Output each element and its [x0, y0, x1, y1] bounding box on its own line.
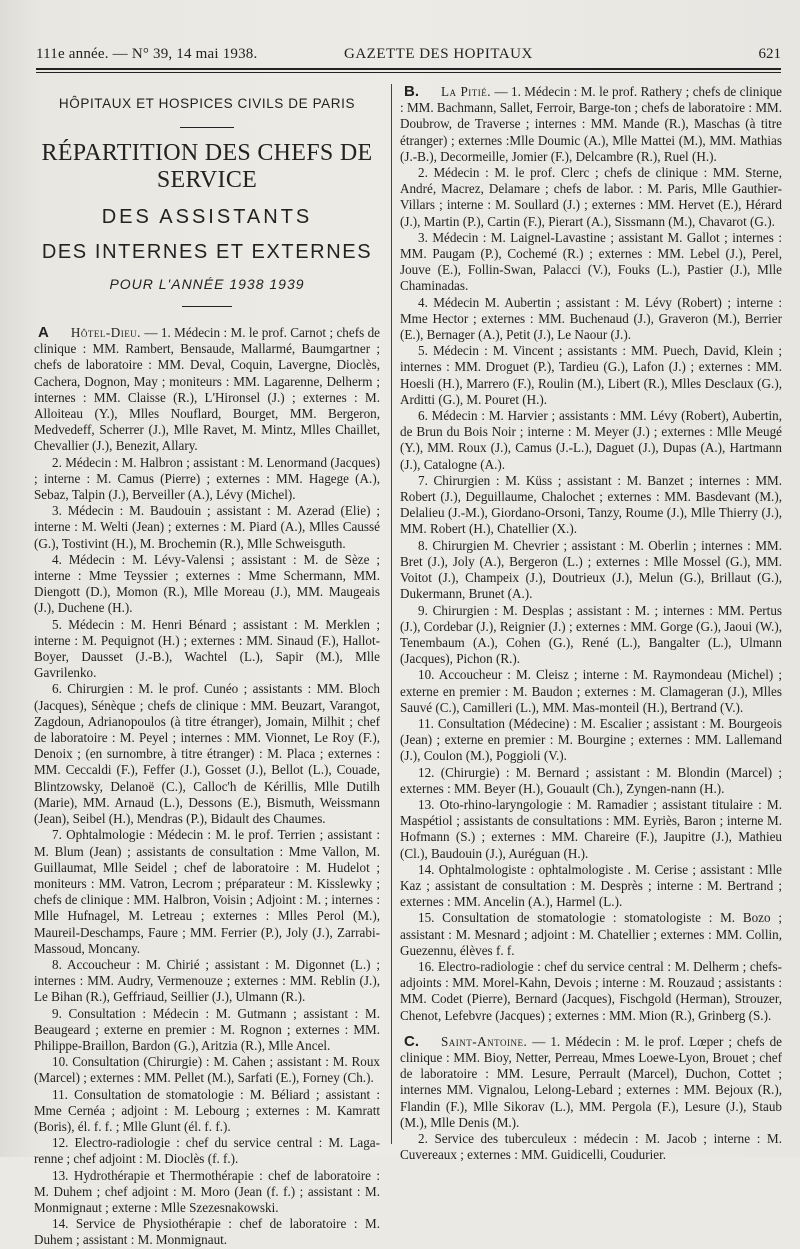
service-entry: 2. Médecin : M. Halbron ; assistant : M. Lenormand (Jacques) ; interne : M. Camus (Pierre) ; externes : MM. Hagege (A.), Sebaz, Talpin (J.), Berveiller (A.), Lévy (Michel).: [34, 454, 380, 503]
service-entry: 11. Consultation de stomatologie : M. Béliard ; assistant : Mme Cernéa ; adjoint : M. Lebourg ; externes : M. Kamratt (Boris), él. f. f. ; Mlle Glunt (él. f. f.).: [34, 1086, 380, 1134]
service-entry: 15. Consultation de stomatologie : stomatologiste : M. Bozo ; assistant : M. Mesnard ; adjoint : M. Chatellier ; externes : MM. Collin, Guezennu, élèves f. f.: [400, 910, 782, 958]
article-subtitle-2: DES INTERNES ET EXTERNES: [41, 241, 373, 263]
article-subtitle-1: DES ASSISTANTS: [101, 206, 313, 228]
service-entry: 3. Médecin : M. Baudouin ; assistant : M. Azerad (Elie) ; interne : M. Welti (Jean) ; externes : M. Piard (A.), Mlles Caussé (G.), Tostivint (H.), M. Brochemin (R.), Mlle Schweisguth.: [34, 503, 380, 551]
section-name: La Pitié.: [441, 84, 492, 99]
service-entry: 12. Electro-radiologie : chef du service central : M. Laga-renne ; chef adjoint : M. Dioclès (f. f.).: [34, 1135, 380, 1167]
service-entry: 5. Médecin : M. Henri Bénard ; assistant : M. Merklen ; interne : M. Pequignot (H.) ; externes : MM. Sinaud (F.), Hallot-Boyer, Dausset (J.-B.), Wachtel (L.), Sapir (M.), Mlle Gavrilenko.: [34, 616, 380, 681]
service-entry: 13. Hydrothérapie et Thermothérapie : chef de laboratoire : M. Duhem ; chef adjoint : M. Moro (Jean (f. f.) ; assistant : M. Monmignaut ; externe : Mlle Szezesnakowski.: [34, 1167, 380, 1215]
service-entry: 4. Médecin M. Aubertin ; assistant : M. Lévy (Robert) ; interne : Mme Hector ; externes : MM. Buchenaud (J.), Graveron (M.), Berrier (E.), Bernager (A.), Petit (J.), Le Naour (J.).: [400, 294, 782, 343]
page-header: [36, 40, 781, 68]
service-entry: 10. Consultation (Chirurgie) : M. Cahen ; assistant : M. Roux (Marcel) ; externes : MM. Pellet (M.), Sarfati (E.), Forney (Ch.).: [34, 1054, 380, 1086]
service-entry: 14. Ophtalmologiste : ophtalmologiste . M. Cerise ; assistant : Mlle Kaz ; assistant de consultation : M. Desprès ; interne : M. Bertrand ; externes : MM. Ancelin (A.), Harmel (L.).: [400, 861, 782, 910]
header-rule-thin: [36, 72, 781, 73]
right-column: [400, 83, 782, 1163]
service-entry: 12. (Chirurgie) : M. Bernard ; assistant : M. Blondin (Marcel) ; externes : MM. Beyer (H.), Gouault (Ch.), Zyngen-nann (H.).: [400, 764, 782, 796]
service-entry: 4. Médecin : M. Lévy-Valensi ; assistant : M. de Sèze ; interne : Mme Teyssier ; externes : Mme Schermann, MM. Diengott (D.), Momon (R.), Mlle Moreau (J.), MM. Maugeais (J.), Duchene (H.).: [34, 551, 380, 616]
page-number: 621: [758, 46, 781, 62]
article-title-block: [34, 96, 380, 307]
service-entry: 9. Chirurgien : M. Desplas ; assistant : M. ; internes : MM. Pertus (J.), Cordebar (J.), Reignier (J.) ; externes : MM. Gorge (G.), Jaoui (W.), Tenembaum (A.), Cohen (G.), René (L.), Bangalter (L.), Ulmann (Jacques), Pichon (R.).: [400, 602, 782, 667]
title-divider-bottom: [182, 306, 232, 307]
service-entry: 11. Consultation (Médecine) : M. Escalier ; assistant : M. Bourgeois (Jean) ; externe en premier : M. Bourgine ; externes : MM. Lallemand (J.), Coulon (M.), Poggioli (V.).: [400, 715, 782, 764]
section-letter: C.: [404, 1032, 419, 1050]
service-entry: 3. Médecin : M. Laignel-Lavastine ; assistant M. Gallot ; internes : MM. Paugam (P.), Cochemé (R.) ; externes : MM. Lebel (J.), Perel, Jouve (E.), Follin-Swan, Palacci (V.), Fouks (L.), Pastier (J.), Mlle Chaminadas.: [400, 229, 782, 294]
service-entry: 10. Accoucheur : M. Cleisz ; interne : M. Raymondeau (Michel) ; externe en premier : M. Baudon ; externes : M. Clamageran (J.), Mlles Sauvé (C.), Camilleri (L.), MM. Mas-monteil (H.), Bertrand (V.).: [400, 667, 782, 715]
section-letter: B.: [404, 83, 419, 100]
section-spacer: [400, 1024, 782, 1034]
title-divider: [180, 127, 234, 128]
service-entry: 5. Médecin : M. Vincent ; assistants : MM. Puech, David, Klein ; internes : MM. Droguet (P.), Tardieu (G.), Lafon (J.) ; externes : MM. Hoesli (H.), Marrero (F.), Roulin (M.), Libert (R.), Mlles Desclaux (G.), Arditti (G.), M. Pouret (H.).: [400, 343, 782, 407]
article-year: POUR L'ANNÉE 1938 1939: [109, 276, 305, 292]
header-rule-thick: [36, 68, 781, 70]
section-intro: — 1. Médecin : M. le prof. Rathery ; chefs de clinique : MM. Bachmann, Sallet, Ferroir, Barge-ton ; chefs de laboratoire : MM. Doubrow, de Traverse ; internes : MM. Mande (R.), Maschas (à titre étranger) ; externes :Mlle Doumic (A.), Mlle Mattei (M.), MM. Mathias (J.-B.), Decormeille, Jomier (F.), Delcambre (R.), Ruel (H.).: [400, 84, 782, 164]
service-entry: 2. Service des tuberculeux : médecin : M. Jacob ; interne : M. Cuvereaux ; externes : MM. Guidicelli, Coudurier.: [400, 1131, 782, 1163]
section-heading-B: [400, 84, 782, 165]
service-entry: 7. Ophtalmologie : Médecin : M. le prof. Terrien ; assistant : M. Blum (Jean) ; assistants de consultation : Mme Vallon, M. Guillaumat, Mlle Seidel ; chef de laboratoire : M. Hudelot ; moniteurs : MM. Vatron, Lecrom ; préparateur : M. Kisslewky ; chefs de clinique : MM. Halbron, Voisin ; Adjoint : M. ; internes : Mlle Hufnagel, M. Letreau ; externes : Mlles Perol (M.), Maureil-Deschamps, Faure ; MM. Ferrier (P.), Joly (J.), Zarrabi-Massoud, Moncany.: [34, 827, 380, 956]
service-entry: 13. Oto-rhino-laryngologie : M. Ramadier ; assistant titulaire : M. Maspétiol ; assistants de consultations : MM. Eyriès, Baron ; interne M. Hofmann (S.) ; externes : MM. Chareire (F.), Jaupitre (J.), Mathieu (Cl.), Baudouin (J.), Auréguan (H.).: [400, 796, 782, 861]
section-heading-C: [400, 1034, 782, 1131]
service-entry: 6. Médecin : M. Harvier ; assistants : MM. Lévy (Robert), Aubertin, de Brun du Bois Noir ; interne : M. Meyer (J.) ; externes : Mlle Meugé (Y.), MM. Roux (J.), Camus (J.-L.), Daguet (J.), Dupas (A.), Hartmann (J.), Catalogne (A.).: [400, 408, 782, 472]
service-entry: 8. Accoucheur : M. Chirié ; assistant : M. Digonnet (L.) ; internes : MM. Audry, Vermenouze ; externes : MM. Reblin (J.), Le Bihan (R.), Geffriaud, Seillier (J.), Ulmann (R.).: [34, 956, 380, 1005]
section-heading-A: [34, 325, 380, 455]
section-intro: — 1. Médecin : M. le prof. Lœper ; chefs de clinique : MM. Bioy, Netter, Perreau, Mmes Loewe-Lyon, Brouet ; chef de laboratoire : MM. Lesure, Perrault (Marcel), Duchon, Cottet ; internes MM. Vignalou, Lelong-Lebard ; externes : MM. Bejoux (R.), Flandin (F.), Mlle Sikorav (L.), MM. Pergola (F.), Lesure (J.), Staub (M.), Mlle Denis (M.).: [400, 1033, 782, 1130]
section-letter: A: [38, 324, 49, 341]
section-name: Hôtel-Dieu.: [70, 325, 141, 340]
section-intro: — 1. Médecin : M. le prof. Carnot ; chefs de clinique : MM. Rambert, Bensaude, Mallarmé, Baumgartner ; chefs de laboratoire : MM. Deval, Coquin, Lavergne, Dioclès, Cachera, Dognon, May ; moniteurs : MM. Lagarenne, Delherm ; internes : MM. Claisse (R.), L'Hironsel (J.) ; externes : M. Alloiteau (Y.), Mlles Nouflard, Bourget, MM. Bergeron, Medvedeff, Scherrer (J.), Mlle Ravet, M. Mintz, Mlles Chaillet, Chevallier (J.), Benezit, Allary.: [34, 325, 380, 454]
organization-heading: HÔPITAUX ET HOSPICES CIVILS DE PARIS: [58, 96, 356, 111]
service-entry: 16. Electro-radiologie : chef du service central : M. Delherm ; chefs-adjoints : MM. Morel-Kahn, Devois ; interne : M. Rouzaud ; assistants : MM. Codet (Pierre), Bernard (Jacques), Fischgold (Herman), Strouzer, Chenot, Lefebvre (Jacques) ; externes : MM. Mion (R.), Grinberg (S.).: [400, 958, 782, 1023]
issue-info: 111e année. — N° 39, 14 mai 1938.: [36, 46, 258, 62]
left-column: [34, 84, 380, 1248]
service-entry: 6. Chirurgien : M. le prof. Cunéo ; assistants : MM. Bloch (Jacques), Sénèque ; chefs de clinique : MM. Beuzart, Varangot, Zagdoun, Adrianopoulos (à titre étranger), Jomain, Milhit ; chef de laboratoire : M. Peyel ; internes : MM. Vionnet, Le Roy (F.), Denoix ; (en surnombre, à titre étranger) : M. Placa ; externes : MM. Ceccaldi (F.), Feffer (J.), Gosset (J.), Bellot (L.), Couade, Blintzowsky, Delanoë (C.), Calloc'h de Kérillis, Mlle Dutilh (Marie), MM. Arnaud (L.), Dessons (E.), Bismuth, Weissmann (Jean), Seibel (H.), Mendras (P.), Bidault des Chaumes.: [34, 681, 380, 827]
service-entry: 7. Chirurgien : M. Küss ; assistant : M. Banzet ; internes : MM. Robert (J.), Deguillaume, Chalochet ; externes : MM. Basdevant (M.), Delalieu (J.-M.), Giordano-Orsoni, Tanzy, Roume (J.), Mlle Thierry (J.), MM. Robert (H.), Chatellier (X.).: [400, 472, 782, 537]
service-entry: 9. Consultation : Médecin : M. Gutmann ; assistant : M. Beaugeard ; externe en premier : M. Rognon ; externes : MM. Philippe-Braillon, Bardon (G.), Aritzia (R.), Mlle Ancel.: [34, 1005, 380, 1053]
journal-title: GAZETTE DES HOPITAUX: [344, 46, 533, 62]
service-entry: 14. Service de Physiothérapie : chef de laboratoire : M. Duhem ; assistant : M. Monmignaut.: [34, 1216, 380, 1248]
section-name: Saint-Antoine.: [441, 1033, 528, 1049]
service-entry: 2. Médecin : M. le prof. Clerc ; chefs de clinique : MM. Sterne, André, Macrez, Delamare ; chefs de labor. : M. Paris, Mlle Gauthier-Villars ; interne : M. Soullard (J.) ; externes : MM. Hervet (E.), Hérard (J.), Martin (P.), Cartin (F.), Pierart (A.), Sissmann (M.), Chavarot (G.).: [400, 165, 782, 229]
article-title: RÉPARTITION DES CHEFS DE SERVICE: [41, 140, 373, 193]
column-divider: [391, 84, 392, 1144]
service-entry: 8. Chirurgien M. Chevrier ; assistant : M. Oberlin ; internes : MM. Bret (J.), Joly (A.), Bergeron (L.) ; externes : Mlle Mossel (G.), MM. Voitot (J.), Champeix (J.), Doutrieux (J.), Melun (G.), Brillaut (G.), Dukermann, Brunet (A.).: [400, 537, 782, 602]
